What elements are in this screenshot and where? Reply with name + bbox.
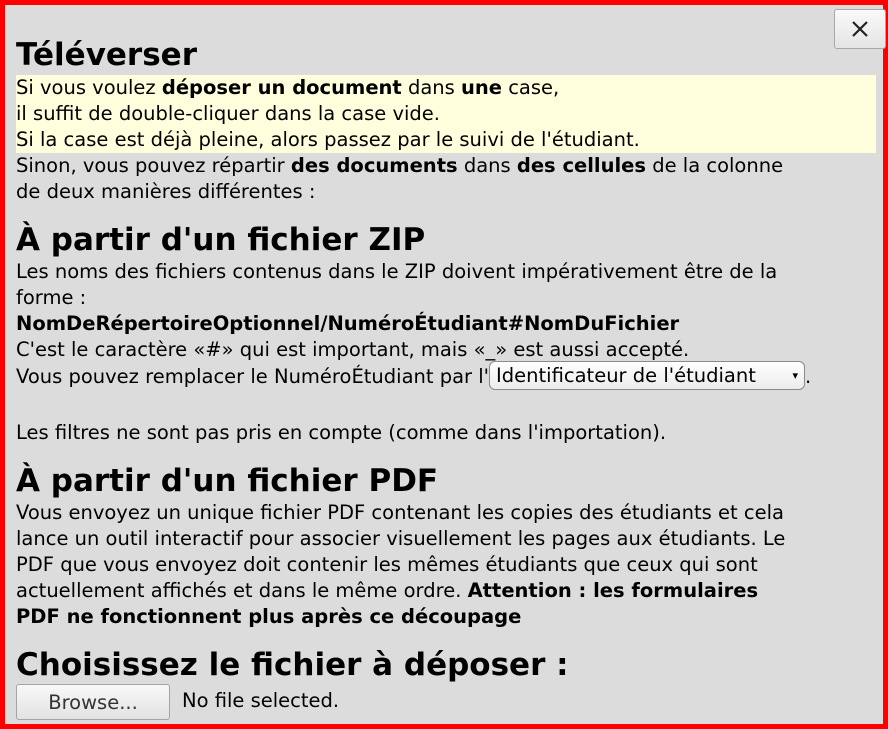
pdf-line-4: actuellement affichés et dans le même ordre. Attention : les formulaires [16, 579, 759, 602]
pdf-heading: À partir d'un fichier PDF [16, 463, 439, 499]
pdf-line-3: PDF que vous envoyez doit contenir les mêmes étudiants que ceux qui sont [16, 553, 758, 576]
intro-line-3: Si la case est déjà pleine, alors passez par le suivi de l'étudiant. [16, 128, 640, 151]
identifier-select-value: Identificateur de l'étudiant [496, 363, 756, 387]
intro-line-2: il suffit de double-cliquer dans la case vide. [16, 102, 440, 125]
zip-paragraph-1b: forme : [16, 286, 87, 309]
zip-paragraph-2: C'est le caractère «#» qui est important, mais «_» est aussi accepté. [16, 338, 690, 361]
zip-paragraph-3: Vous pouvez remplacer le NuméroÉtudiant par l' Identificateur de l'étudiant ▾ . [16, 363, 876, 392]
dialog-title: Téléverser [16, 37, 197, 73]
zip-paragraph-4: Les filtres ne sont pas pris en compte (comme dans l'importation). [16, 421, 667, 444]
intro-line-1: Si vous voulez déposer un document dans une case, [16, 76, 560, 99]
upload-heading: Choisissez le fichier à déposer : [16, 647, 569, 683]
zip-filename-pattern: NomDeRépertoireOptionnel/NuméroÉtudiant#NomDuFichier [16, 312, 680, 335]
close-button[interactable] [834, 9, 886, 49]
browse-button[interactable]: Browse... [16, 684, 170, 720]
pdf-line-1: Vous envoyez un unique fichier PDF contenant les copies des étudiants et cela [16, 501, 784, 524]
pdf-line-2: lance un outil interactif pour associer visuellement les pages aux étudiants. Le [16, 527, 786, 550]
identifier-select[interactable] [489, 361, 805, 390]
pdf-line-5: PDF ne fonctionnent plus après ce découpage [16, 605, 522, 628]
zip-heading: À partir d'un fichier ZIP [16, 222, 426, 258]
zip-paragraph-1: Les noms des fichiers contenus dans le ZIP doivent impérativement être de la [16, 260, 778, 283]
dropdown-arrow-icon: ▾ [792, 368, 799, 382]
close-icon [850, 19, 870, 39]
intro-line-4: Sinon, vous pouvez répartir des documents dans des cellules de la colonne [16, 154, 784, 177]
file-status: No file selected. [182, 689, 340, 712]
intro-line-5: de deux manières différentes : [16, 180, 316, 203]
